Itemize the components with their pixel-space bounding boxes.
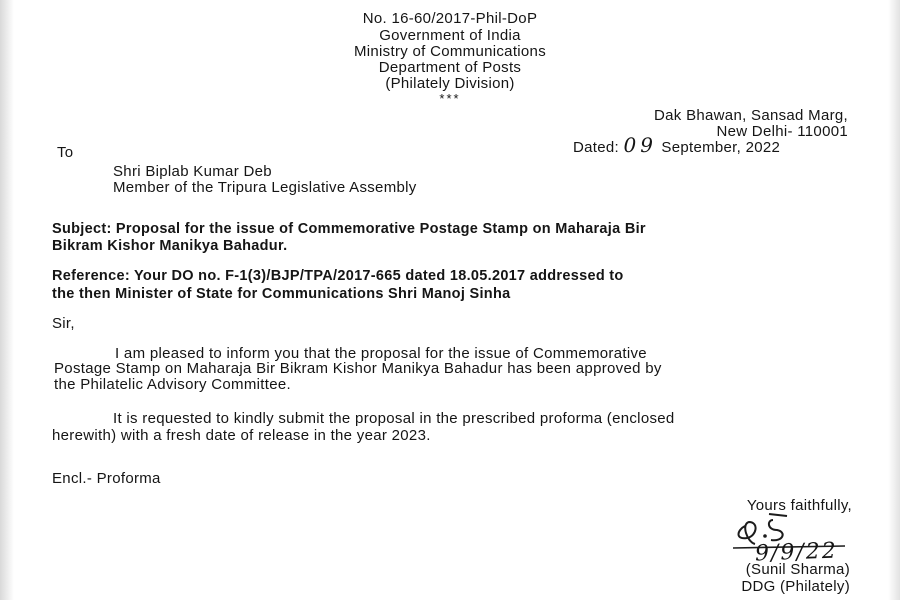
body-p1-line-1: I am pleased to inform you that the proposal for the issue of Commemorative bbox=[115, 345, 647, 362]
salutation: Sir, bbox=[52, 315, 75, 332]
file-number: No. 16-60/2017-Phil-DoP bbox=[362, 10, 538, 27]
dated-month-year: September, 2022 bbox=[661, 139, 781, 156]
body-p2-line-2: herewith) with a fresh date of release in the year 2023. bbox=[52, 427, 431, 444]
department-name: Department of Posts bbox=[378, 59, 522, 76]
body-p1-line-3: the Philatelic Advisory Committee. bbox=[54, 376, 291, 393]
ministry-name: Ministry of Communications bbox=[353, 43, 547, 60]
enclosure: Encl.- Proforma bbox=[52, 470, 161, 487]
scan-edge-left bbox=[0, 0, 14, 600]
scan-edge-right bbox=[888, 0, 900, 600]
signatory-name: (Sunil Sharma) bbox=[745, 561, 850, 578]
address-line-1: Dak Bhawan, Sansad Marg, bbox=[654, 107, 848, 124]
subject-line-2: Bikram Kishor Manikya Bahadur. bbox=[52, 238, 288, 254]
recipient-designation: Member of the Tripura Legislative Assembly bbox=[113, 179, 417, 196]
date-line bbox=[573, 133, 781, 157]
dated-day: 09 bbox=[623, 133, 657, 157]
header-stars: *** bbox=[439, 91, 461, 106]
subject-line-1: Subject: Proposal for the issue of Commemorative Postage Stamp on Maharaja Bir bbox=[52, 221, 646, 237]
reference-line-1: Reference: Your DO no. F-1(3)/BJP/TPA/2017-665 dated 18.05.2017 addressed to bbox=[52, 268, 624, 284]
signatory-designation: DDG (Philately) bbox=[741, 578, 850, 595]
address-line-2: New Delhi- 110001 bbox=[716, 123, 848, 140]
govt-name: Government of India bbox=[379, 27, 521, 44]
body-p1-line-2: Postage Stamp on Maharaja Bir Bikram Kishor Manikya Bahadur has been approved by bbox=[54, 360, 662, 377]
signature-date: 9/9/22 bbox=[754, 538, 839, 567]
recipient-name: Shri Biplab Kumar Deb bbox=[113, 163, 272, 180]
to-label: To bbox=[57, 144, 74, 161]
closing: Yours faithfully, bbox=[746, 497, 852, 514]
reference-line-2: the then Minister of State for Communications Shri Manoj Sinha bbox=[52, 286, 511, 302]
dated-label: Dated: bbox=[573, 139, 619, 156]
body-p2-line-1: It is requested to kindly submit the proposal in the prescribed proforma (enclosed bbox=[113, 410, 675, 427]
division-name: (Philately Division) bbox=[385, 75, 515, 92]
